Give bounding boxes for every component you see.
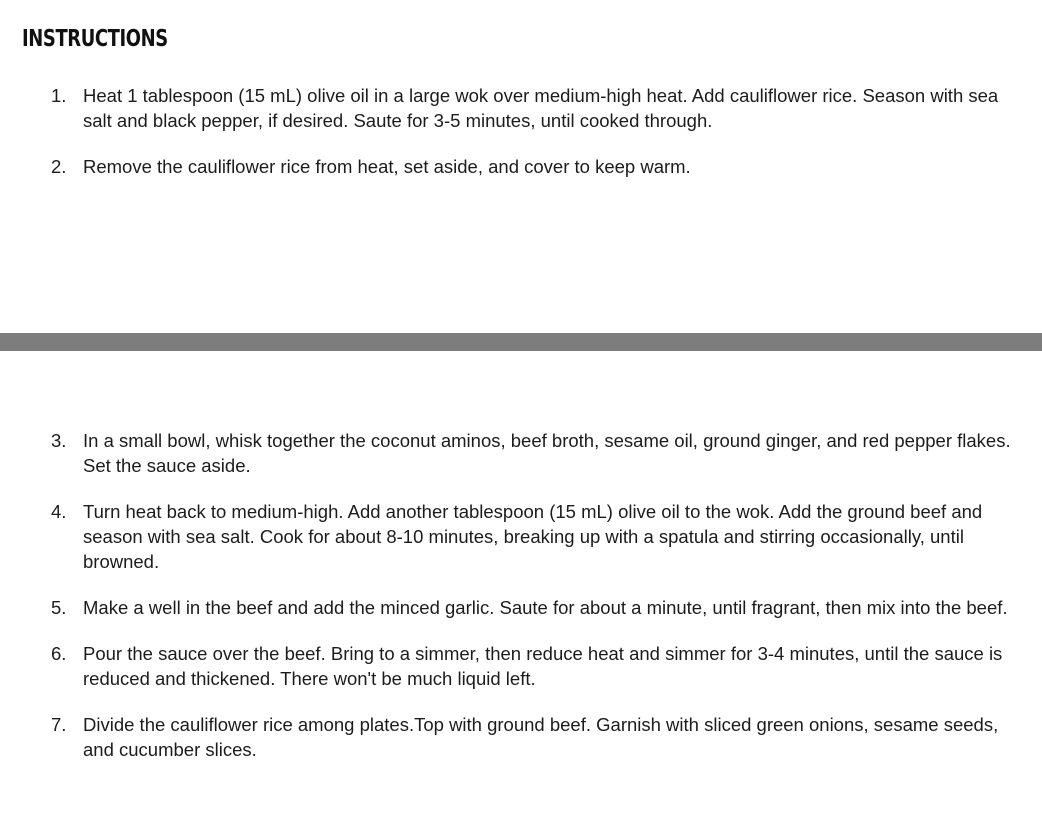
instruction-step-3 <box>0 428 1028 478</box>
step-number: 4. <box>51 501 67 522</box>
step-text: Remove the cauliflower rice from heat, set aside, and cover to keep warm. <box>83 156 691 177</box>
step-number: 1. <box>51 85 67 106</box>
instruction-list-page-1 <box>0 83 1028 200</box>
instruction-list-page-2 <box>0 428 1028 783</box>
step-text: Divide the cauliflower rice among plates.Top with ground beef. Garnish with sliced green onions, sesame seeds, and cucumber slices. <box>83 714 999 760</box>
step-text: Pour the sauce over the beef. Bring to a simmer, then reduce heat and simmer for 3-4 minutes, until the sauce is reduced and thickened. There won't be much liquid left. <box>83 643 1003 689</box>
step-text: In a small bowl, whisk together the coconut aminos, beef broth, sesame oil, ground ginger, and red pepper flakes. Set the sauce aside. <box>83 430 1011 476</box>
page-break-divider <box>0 333 1042 351</box>
step-number: 3. <box>51 430 67 451</box>
instruction-step-1 <box>0 83 1028 133</box>
instruction-step-4 <box>0 499 1028 574</box>
instructions-heading: INSTRUCTIONS <box>22 26 168 52</box>
step-number: 7. <box>51 714 67 735</box>
step-text: Turn heat back to medium-high. Add another tablespoon (15 mL) olive oil to the wok. Add the ground beef and season with sea salt. Cook for about 8-10 minutes, breaking up with a spatula and stirring occasionally, until browned. <box>83 501 983 572</box>
instruction-step-7 <box>0 712 1028 762</box>
step-number: 5. <box>51 597 67 618</box>
step-number: 6. <box>51 643 67 664</box>
instruction-step-5 <box>0 595 1028 620</box>
step-number: 2. <box>51 156 67 177</box>
instruction-step-6 <box>0 641 1028 691</box>
step-text: Heat 1 tablespoon (15 mL) olive oil in a large wok over medium-high heat. Add cauliflower rice. Season with sea salt and black pepper, if desired. Saute for 3-5 minutes, until cooked through. <box>83 85 999 131</box>
instruction-step-2 <box>0 154 1028 179</box>
step-text: Make a well in the beef and add the minced garlic. Saute for about a minute, until fragrant, then mix into the beef. <box>83 597 1008 618</box>
